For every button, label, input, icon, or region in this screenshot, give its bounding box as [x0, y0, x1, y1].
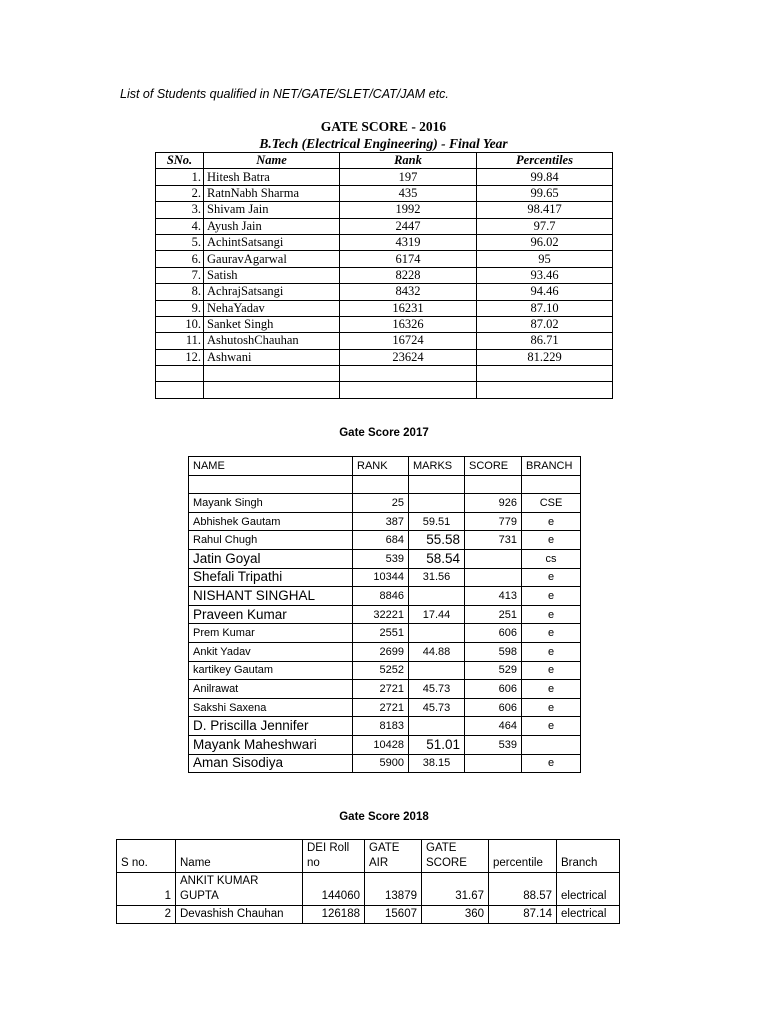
cell-rank: 1992 — [340, 202, 477, 218]
empty-cell — [477, 366, 613, 382]
cell-marks: 59.51 — [409, 512, 465, 531]
table-row — [189, 680, 581, 699]
table-row — [156, 316, 613, 332]
empty-cell — [156, 382, 204, 398]
cell-score: 251 — [465, 605, 522, 624]
header-rank: RANK — [353, 457, 409, 476]
empty-cell — [409, 475, 465, 494]
cell-name: Sakshi Saxena — [189, 698, 353, 717]
gate-2016-section — [155, 118, 612, 399]
header-gate-air: GATE AIR — [365, 840, 422, 873]
cell-branch: e — [522, 587, 581, 606]
table-row — [156, 218, 613, 234]
empty-cell — [189, 475, 353, 494]
table-row — [117, 906, 620, 924]
cell-name: kartikey Gautam — [189, 661, 353, 680]
cell-branch: e — [522, 698, 581, 717]
cell-name: Ankit Yadav — [189, 642, 353, 661]
cell-score — [465, 568, 522, 587]
cell-rank: 8432 — [340, 284, 477, 300]
cell-sno: 1 — [117, 873, 176, 906]
table-row — [156, 202, 613, 218]
cell-name: RatnNabh Sharma — [204, 185, 340, 201]
cell-rank: 4319 — [340, 234, 477, 250]
cell-score: 539 — [465, 735, 522, 754]
cell-score: 779 — [465, 512, 522, 531]
cell-percentile: 99.84 — [477, 169, 613, 185]
table-header-row — [189, 457, 581, 476]
cell-score: 464 — [465, 717, 522, 736]
cell-gate-score: 360 — [422, 906, 489, 924]
table-row — [189, 735, 581, 754]
cell-rank: 435 — [340, 185, 477, 201]
cell-rank: 23624 — [340, 349, 477, 365]
cell-marks: 58.54 — [409, 549, 465, 568]
empty-cell — [465, 475, 522, 494]
empty-cell — [156, 366, 204, 382]
table-row — [189, 698, 581, 717]
header-sno: S no. — [117, 840, 176, 873]
header-percentiles: Percentiles — [477, 153, 613, 169]
cell-rank: 5252 — [353, 661, 409, 680]
cell-sno: 7. — [156, 267, 204, 283]
cell-branch: CSE — [522, 494, 581, 513]
table-row — [189, 661, 581, 680]
cell-percentile: 88.57 — [489, 873, 557, 906]
cell-rank: 197 — [340, 169, 477, 185]
cell-score: 529 — [465, 661, 522, 680]
cell-name: NISHANT SINGHAL — [189, 587, 353, 606]
cell-name: Prem Kumar — [189, 624, 353, 643]
empty-cell — [340, 366, 477, 382]
cell-name: NehaYadav — [204, 300, 340, 316]
cell-marks: 17.44 — [409, 605, 465, 624]
cell-rank: 387 — [353, 512, 409, 531]
cell-marks — [409, 587, 465, 606]
cell-rank: 5900 — [353, 754, 409, 773]
table-row — [189, 549, 581, 568]
cell-score — [465, 549, 522, 568]
cell-marks: 31.56 — [409, 568, 465, 587]
cell-sno: 6. — [156, 251, 204, 267]
cell-marks: 45.73 — [409, 680, 465, 699]
cell-rank: 16231 — [340, 300, 477, 316]
table-row — [189, 624, 581, 643]
cell-marks: 45.73 — [409, 698, 465, 717]
cell-name: Abhishek Gautam — [189, 512, 353, 531]
header-branch: Branch — [557, 840, 620, 873]
cell-name: ANKIT KUMAR GUPTA — [176, 873, 303, 906]
cell-name: Ayush Jain — [204, 218, 340, 234]
cell-branch: e — [522, 680, 581, 699]
cell-marks — [409, 661, 465, 680]
cell-name: Shivam Jain — [204, 202, 340, 218]
cell-score: 606 — [465, 698, 522, 717]
table-header-row — [156, 153, 613, 169]
table-spacer-row — [189, 475, 581, 494]
cell-score: 598 — [465, 642, 522, 661]
cell-sno: 2 — [117, 906, 176, 924]
cell-gate-air: 13879 — [365, 873, 422, 906]
table-row — [156, 251, 613, 267]
cell-rank: 16724 — [340, 333, 477, 349]
cell-percentile: 93.46 — [477, 267, 613, 283]
cell-name: AchintSatsangi — [204, 234, 340, 250]
cell-sno: 10. — [156, 316, 204, 332]
cell-name: Satish — [204, 267, 340, 283]
cell-rank: 10428 — [353, 735, 409, 754]
cell-marks: 38.15 — [409, 754, 465, 773]
cell-sno: 12. — [156, 349, 204, 365]
cell-branch: e — [522, 754, 581, 773]
cell-name: Rahul Chugh — [189, 531, 353, 550]
table-empty-row — [156, 366, 613, 382]
cell-rank: 10344 — [353, 568, 409, 587]
cell-name: AchrajSatsangi — [204, 284, 340, 300]
empty-cell — [522, 475, 581, 494]
header-marks: MARKS — [409, 457, 465, 476]
cell-roll-no: 126188 — [303, 906, 365, 924]
table-row — [156, 185, 613, 201]
table-row — [189, 717, 581, 736]
cell-marks — [409, 494, 465, 513]
cell-score: 606 — [465, 680, 522, 699]
cell-branch: e — [522, 531, 581, 550]
gate-2016-table — [155, 152, 613, 399]
cell-name: Jatin Goyal — [189, 549, 353, 568]
table-row — [189, 494, 581, 513]
cell-name: Aman Sisodiya — [189, 754, 353, 773]
gate-2018-title: Gate Score 2018 — [339, 811, 429, 823]
cell-rank: 2447 — [340, 218, 477, 234]
cell-roll-no: 144060 — [303, 873, 365, 906]
cell-rank: 2721 — [353, 698, 409, 717]
header-name: NAME — [189, 457, 353, 476]
cell-name: Mayank Singh — [189, 494, 353, 513]
cell-branch: e — [522, 717, 581, 736]
table-row — [156, 349, 613, 365]
empty-cell — [340, 382, 477, 398]
cell-rank: 8846 — [353, 587, 409, 606]
gate-2016-subtitle: B.Tech (Electrical Engineering) - Final Year — [259, 136, 508, 151]
cell-sno: 9. — [156, 300, 204, 316]
table-row — [189, 568, 581, 587]
table-row — [189, 754, 581, 773]
cell-percentile: 97.7 — [477, 218, 613, 234]
cell-name: AshutoshChauhan — [204, 333, 340, 349]
cell-sno: 5. — [156, 234, 204, 250]
table-row — [156, 333, 613, 349]
cell-score: 731 — [465, 531, 522, 550]
empty-cell — [204, 382, 340, 398]
table-row — [156, 234, 613, 250]
cell-sno: 4. — [156, 218, 204, 234]
cell-name: Praveen Kumar — [189, 605, 353, 624]
table-row — [189, 587, 581, 606]
cell-name: Mayank Maheshwari — [189, 735, 353, 754]
header-gate-score: GATE SCORE — [422, 840, 489, 873]
header-score: SCORE — [465, 457, 522, 476]
cell-branch: e — [522, 624, 581, 643]
cell-rank: 16326 — [340, 316, 477, 332]
gate-2017-title: Gate Score 2017 — [339, 427, 429, 439]
cell-branch: e — [522, 642, 581, 661]
empty-cell — [353, 475, 409, 494]
table-row — [189, 531, 581, 550]
cell-name: Hitesh Batra — [204, 169, 340, 185]
cell-branch: electrical — [557, 873, 620, 906]
table-row — [156, 284, 613, 300]
header-branch: BRANCH — [522, 457, 581, 476]
table-header-row — [117, 840, 620, 873]
cell-name: D. Priscilla Jennifer — [189, 717, 353, 736]
cell-branch: e — [522, 568, 581, 587]
cell-marks — [409, 624, 465, 643]
header-roll-no: DEI Roll no — [303, 840, 365, 873]
cell-score: 926 — [465, 494, 522, 513]
cell-percentile: 99.65 — [477, 185, 613, 201]
cell-percentile: 94.46 — [477, 284, 613, 300]
cell-marks: 55.58 — [409, 531, 465, 550]
cell-rank: 539 — [353, 549, 409, 568]
cell-branch: e — [522, 512, 581, 531]
cell-branch: electrical — [557, 906, 620, 924]
cell-percentile: 96.02 — [477, 234, 613, 250]
cell-branch — [522, 735, 581, 754]
table-row — [189, 642, 581, 661]
cell-name: Anilrawat — [189, 680, 353, 699]
header-sno: SNo. — [156, 153, 204, 169]
cell-name: Ashwani — [204, 349, 340, 365]
gate-2016-title: GATE SCORE - 2016 — [320, 119, 447, 134]
cell-percentile: 87.10 — [477, 300, 613, 316]
cell-score — [465, 754, 522, 773]
header-rank: Rank — [340, 153, 477, 169]
empty-cell — [477, 382, 613, 398]
cell-rank: 684 — [353, 531, 409, 550]
cell-sno: 2. — [156, 185, 204, 201]
cell-rank: 6174 — [340, 251, 477, 267]
cell-branch: e — [522, 605, 581, 624]
header-name: Name — [176, 840, 303, 873]
cell-score: 606 — [465, 624, 522, 643]
cell-rank: 2699 — [353, 642, 409, 661]
cell-rank: 2551 — [353, 624, 409, 643]
cell-percentile: 87.14 — [489, 906, 557, 924]
table-row — [156, 300, 613, 316]
empty-cell — [204, 366, 340, 382]
cell-gate-air: 15607 — [365, 906, 422, 924]
cell-sno: 8. — [156, 284, 204, 300]
cell-name: Shefali Tripathi — [189, 568, 353, 587]
cell-name: GauravAgarwal — [204, 251, 340, 267]
table-row — [189, 605, 581, 624]
cell-percentile: 95 — [477, 251, 613, 267]
cell-percentile: 81.229 — [477, 349, 613, 365]
table-row — [189, 512, 581, 531]
table-row — [117, 873, 620, 906]
cell-marks — [409, 717, 465, 736]
cell-name: Devashish Chauhan — [176, 906, 303, 924]
cell-branch: cs — [522, 549, 581, 568]
table-row — [156, 169, 613, 185]
cell-rank: 25 — [353, 494, 409, 513]
cell-gate-score: 31.67 — [422, 873, 489, 906]
cell-sno: 1. — [156, 169, 204, 185]
cell-sno: 11. — [156, 333, 204, 349]
table-row — [156, 267, 613, 283]
table-empty-row — [156, 382, 613, 398]
cell-rank: 2721 — [353, 680, 409, 699]
cell-percentile: 98.417 — [477, 202, 613, 218]
cell-branch: e — [522, 661, 581, 680]
cell-name: Sanket Singh — [204, 316, 340, 332]
gate-2017-table — [188, 456, 581, 773]
cell-rank: 8183 — [353, 717, 409, 736]
cell-marks: 44.88 — [409, 642, 465, 661]
header-name: Name — [204, 153, 340, 169]
cell-sno: 3. — [156, 202, 204, 218]
cell-score: 413 — [465, 587, 522, 606]
cell-rank: 32221 — [353, 605, 409, 624]
header-percentile: percentile — [489, 840, 557, 873]
intro-text: List of Students qualified in NET/GATE/SLET/CAT/JAM etc. — [120, 87, 449, 101]
cell-rank: 8228 — [340, 267, 477, 283]
cell-marks: 51.01 — [409, 735, 465, 754]
cell-percentile: 87.02 — [477, 316, 613, 332]
cell-percentile: 86.71 — [477, 333, 613, 349]
gate-2018-table — [116, 839, 620, 924]
